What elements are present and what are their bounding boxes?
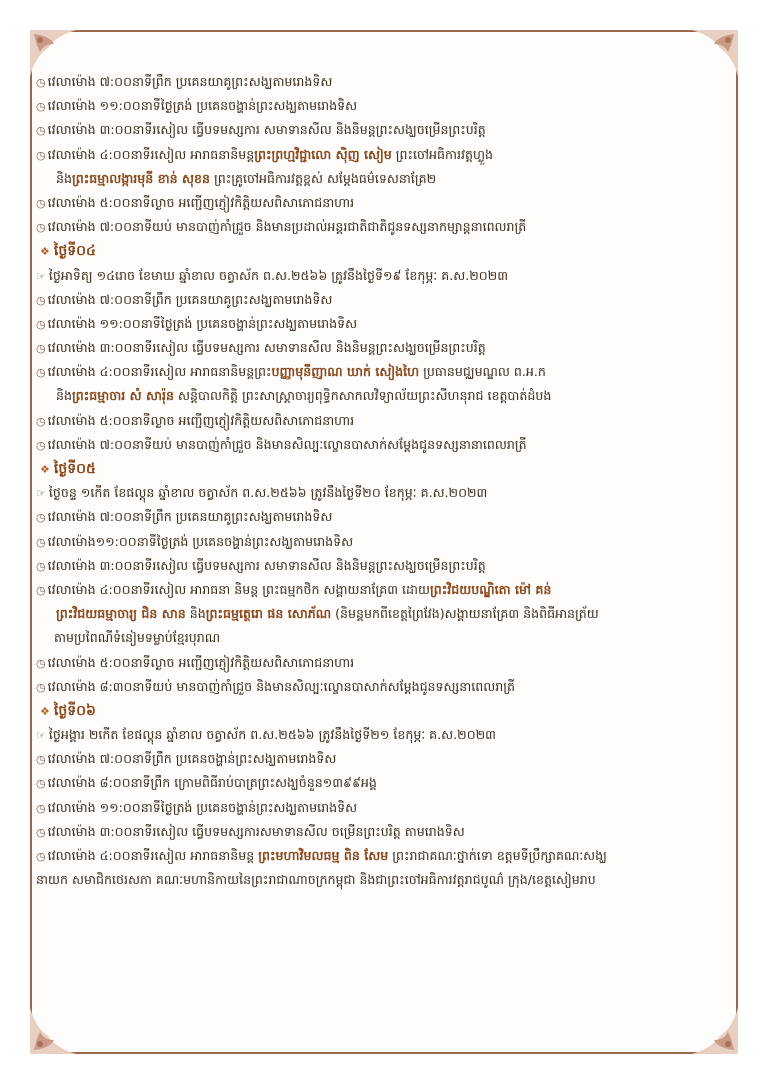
line-text: វេលាម៉ោង ៧:០០នាទីព្រឹក ប្រគេនយាគូព្រះសង្ឃតាមរោងទិស (47, 74, 333, 89)
line-text: វេលាម៉ោង ៥:០០នាទីល្ងាច អញ្ជើញភ្ញៀវកិត្តិយសពិសាភោជនាហារ (47, 194, 355, 210)
schedule-item (36, 143, 730, 167)
line-text: វេលាម៉ោង ៣:០០នាទីរសៀល ធ្វើបទមស្សការ សមាទានសីល និងនិមន្តព្រះសង្ឃចម្រើនព្រះបរិត្ត (47, 122, 486, 138)
schedule-item (36, 505, 730, 529)
line-text: និង (56, 388, 72, 404)
schedule-item (36, 578, 730, 602)
clock-icon: ◷ (36, 438, 46, 452)
line-text: ថ្ងៃអង្គារ ២កើត ខែផល្គុន ឆ្នាំខាល ចត្វាស័ក ព.ស.២៥៦៦ ត្រូវនឹងថ្ងៃទី២១ ខែកុម្ភៈ គ.ស.២០២៣ (48, 727, 496, 743)
pointing-hand-icon: ☞ (36, 487, 46, 501)
line-text: និង (56, 170, 72, 186)
line-text: វេលាម៉ោង ១១:០០នាទីថ្ងៃត្រង់ ប្រគេនចង្ហាន់ព្រះសង្ឃតាមរោងទិស (47, 98, 358, 114)
line-text: ថ្ងៃទី០៥ (53, 461, 96, 477)
schedule-item (36, 771, 730, 795)
schedule-item (36, 312, 730, 336)
clock-icon: ◷ (36, 100, 46, 114)
line-text: វេលាម៉ោង ៧:០០នាទីព្រឹក ប្រគេនចង្ហាន់ព្រះសង្ឃតាមរោងទិស (47, 751, 337, 767)
clock-icon: ◷ (36, 366, 46, 380)
schedule-item (36, 651, 730, 675)
schedule-item (36, 530, 730, 554)
schedule-item (36, 191, 730, 215)
day-heading (36, 457, 730, 481)
clock-icon: ◷ (36, 76, 46, 89)
pointing-hand-icon: ☞ (36, 269, 46, 283)
clock-icon: ◷ (36, 148, 46, 162)
schedule-item (36, 409, 730, 433)
line-text: វេលាម៉ោង ៤:០០នាទីរសៀល អារាធនា និមន្ត ព្រះធម្មកថិក សង្គាយនាគ្រែ៣ ដោយ (47, 581, 430, 597)
line-text: និង (185, 606, 206, 622)
schedule-item-continuation (36, 626, 730, 650)
clock-icon: ◷ (36, 317, 46, 331)
highlighted-name: ព្រះមហាវិមលធម្ម ពិន សែម (258, 848, 389, 863)
schedule-item (36, 336, 730, 360)
line-text: វេលាម៉ោង ១១:០០នាទីថ្ងៃត្រង់ ប្រគេនចង្ហាន់ព្រះសង្ឃតាមរោងទិស (47, 315, 358, 331)
diamond-bullet-icon: ❖ (40, 704, 50, 718)
line-text: វេលាម៉ោង ៣:០០នាទីរសៀល ធ្វើបទមស្សការ សមាទានសីល និងនិមន្តព្រះសង្ឃចម្រើនព្រះបរិត្ត (47, 340, 486, 356)
clock-icon: ◷ (36, 511, 46, 525)
highlighted-name: ព្រះវិជយធម្មាចារ្យ ជិន សាន (56, 606, 186, 622)
day-heading (36, 699, 730, 723)
line-text: វេលាម៉ោង ៥:០០នាទីល្ងាច អញ្ជើញភ្ញៀវកិត្តិយសពិសាភោជនាហារ (47, 654, 355, 670)
date-line (36, 481, 730, 505)
line-text: វេលាម៉ោង ៣:០០នាទីរសៀល ធ្វើបទមស្សការ សមាទានសីល និងនិមន្តព្រះសង្ឃចម្រើនព្រះបរិត្ត (47, 557, 486, 573)
schedule-item (36, 360, 730, 384)
schedule-item (36, 554, 730, 578)
line-text: វេលាម៉ោង ៧:០០នាទីយប់ មានបាញ់កាំជ្រួច និងមានប្រដាល់អន្តរជាតិជាតិជូនទស្សនាកម្សាន្តនាពេលរាត្រី (47, 219, 527, 235)
corner-ornament-icon (692, 1008, 738, 1054)
line-text: តាមប្រពៃណីទំនៀមទម្លាប់ខ្មែរបុរាណ (54, 630, 221, 646)
schedule-item (36, 118, 730, 142)
line-text: វេលាម៉ោង ៧:០០នាទីព្រឹក ប្រគេនយាគូព្រះសង្ឃតាមរោងទិស (47, 291, 333, 307)
clock-icon: ◷ (36, 221, 46, 235)
line-text: ប្រធានមជ្ឈមណ្ឌល ព.អ.ក (419, 364, 546, 380)
line-text: វេលាម៉ោង ៤:០០នាទីរសៀល អារាធនានិមន្ត (47, 146, 255, 162)
line-text: វេលាម៉ោង ៧:០០នាទីយប់ មានបាញ់កាំជ្រួច និងមានសិល្បៈល្ខោនបាសាក់សម្ដែងជូនទស្សនានាពេលរាត្រី (47, 436, 527, 452)
line-text: វេលាម៉ោង ៨:០០នាទីព្រឹក ក្រោមពិធីរាប់បាត្រព្រះសង្ឃចំនួន១៣៩៩អង្គ (47, 775, 377, 791)
clock-icon: ◷ (36, 680, 46, 694)
highlighted-name: ព្រះធម្មាលង្ការមុនី ខាន់ សុខន (72, 170, 210, 186)
clock-icon: ◷ (36, 559, 46, 573)
line-text: ព្រះគ្រូចៅអធិការវត្តខ្ពស់ សម្ដែងធម៌ទេសនាគ្រែ២ (209, 170, 437, 186)
highlighted-name: ព្រះធម្មាចារ សំ សារ៉ុន (72, 388, 174, 404)
line-text: វេលាម៉ោង ៤:០០នាទីរសៀល អារាធនានិមន្តព្រះ (47, 364, 272, 380)
clock-icon: ◷ (36, 124, 46, 138)
highlighted-name: ព្រះព្រហ្មវិជ្ជាលោ សុិញ សៀម (254, 146, 392, 162)
clock-icon: ◷ (36, 825, 46, 839)
clock-icon: ◷ (36, 753, 46, 767)
line-text: ថ្ងៃអាទិត្យ ១៤រោច ខែមាឃ ឆ្នាំខាល ចត្វាស័ក ព.ស.២៥៦៦ ត្រូវនឹងថ្ងៃទី១៩ ខែកុម្ភៈ គ.ស.២០២៣ (48, 267, 508, 283)
pointing-hand-icon: ☞ (36, 729, 46, 743)
clock-icon: ◷ (36, 656, 46, 670)
line-text: (និមន្តមកពីខេត្តព្រៃវែង)សង្គាយនាគ្រែ៣ និងពិធីអានត្រ័យ (331, 606, 599, 622)
line-text: វេលាម៉ោង ៥:០០នាទីល្ងាច អញ្ជើញភ្ញៀវកិត្តិយសពិសាភោជនាហារ (47, 412, 355, 428)
line-text: វេលាម៉ោង ១១:០០នាទីថ្ងៃត្រង់ ប្រគេនចង្ហាន់ព្រះសង្ឃតាមរោងទិស (47, 799, 358, 815)
highlighted-name: ព្រះវិជយបណ្ឌិតោ ម៉ៅ គន់ (429, 581, 552, 597)
schedule-item (36, 820, 730, 844)
line-text: ព្រះចៅអធិការវត្តហ្លួង (391, 146, 493, 162)
schedule-item (36, 288, 730, 312)
line-text: វេលាម៉ោង ៤:០០នាទីរសៀល អារាធនានិមន្ត (47, 848, 259, 863)
line-text: សន្តិបាលកិត្តិ ព្រះសាស្ត្រាចារ្យពុទ្ធិកសាកលវិទ្យាល័យព្រះសីហនុរាជ ខេត្តបាត់ដំបង (174, 388, 552, 404)
schedule-item (36, 796, 730, 820)
schedule-content (36, 70, 730, 892)
line-text: ថ្ងៃទី០៤ (53, 243, 96, 260)
line-text: វេលាម៉ោង ៨:៣០នាទីយប់ មានបាញ់កាំជ្រួច និងមានសិល្បៈល្ខោនបាសាក់សម្ដែងជូនទស្សនាពេលរាត្រី (47, 678, 516, 694)
clock-icon: ◷ (36, 293, 46, 307)
clock-icon: ◷ (36, 196, 46, 210)
highlighted-name: ព្រះធម្មត្ថេរោ ផន សោភ័ណ (205, 606, 332, 622)
clock-icon: ◷ (36, 777, 46, 791)
line-text: វេលាម៉ោង១១:០០នាទីថ្ងៃត្រង់ ប្រគេនចង្ហាន់ព្រះសង្ឃតាមរោងទិស (47, 533, 354, 549)
schedule-item-continuation (36, 384, 730, 408)
line-text: ព្រះរាជាគណៈថ្នាក់ទោ ឧត្ដមទីប្រឹក្សាគណៈសង្ឃ (388, 848, 607, 863)
schedule-item (36, 747, 730, 771)
schedule-item-continuation (36, 167, 730, 191)
line-text: ថ្ងៃទី០៦ (53, 702, 96, 719)
day-heading (36, 239, 730, 263)
diamond-bullet-icon: ❖ (40, 463, 50, 476)
line-text: វេលាម៉ោង ៣:០០នាទីរសៀល ធ្វើបទមស្សការសមាទានសីល ចម្រើនព្រះបរិត្ត តាមរោងទិស (47, 823, 465, 839)
clock-icon: ◷ (36, 535, 46, 549)
document-frame (30, 30, 738, 1054)
schedule-item-continuation (36, 602, 730, 626)
clock-icon: ◷ (36, 583, 46, 597)
clock-icon: ◷ (36, 850, 46, 863)
date-line (36, 264, 730, 288)
schedule-item (36, 433, 730, 457)
diamond-bullet-icon: ❖ (40, 245, 50, 259)
date-line (36, 723, 730, 747)
schedule-item (36, 215, 730, 239)
schedule-item (36, 70, 730, 94)
corner-ornament-icon (30, 1008, 76, 1054)
line-text: ថ្ងៃចន្ទ ១កើត ខែផល្គុន ឆ្នាំខាល ចត្វាស័ក ព.ស.២៥៦៦ ត្រូវនឹងថ្ងៃទី២០ ខែកុម្ភៈ គ.ស.២០២៣ (48, 485, 488, 501)
schedule-item (36, 675, 730, 699)
clock-icon: ◷ (36, 414, 46, 428)
schedule-item (36, 94, 730, 118)
schedule-item (36, 844, 730, 868)
line-text: នាយក សមាជិកថេរសភា គណៈមហានិកាយនៃព្រះរាជាណាចក្រកម្ពុជា និងជាព្រះចៅអធិការវត្តរាជបូណ៌ ក្រុង/ខេត្តសៀមរាប (36, 872, 596, 888)
schedule-item-continuation (36, 868, 730, 892)
clock-icon: ◷ (36, 342, 46, 356)
clock-icon: ◷ (36, 801, 46, 815)
line-text: វេលាម៉ោង ៧:០០នាទីព្រឹក ប្រគេនយាគូព្រះសង្ឃតាមរោងទិស (47, 509, 333, 525)
highlighted-name: បញ្ញាមុនីញាណ ឃាក់ សៀងហៃ (271, 364, 420, 380)
